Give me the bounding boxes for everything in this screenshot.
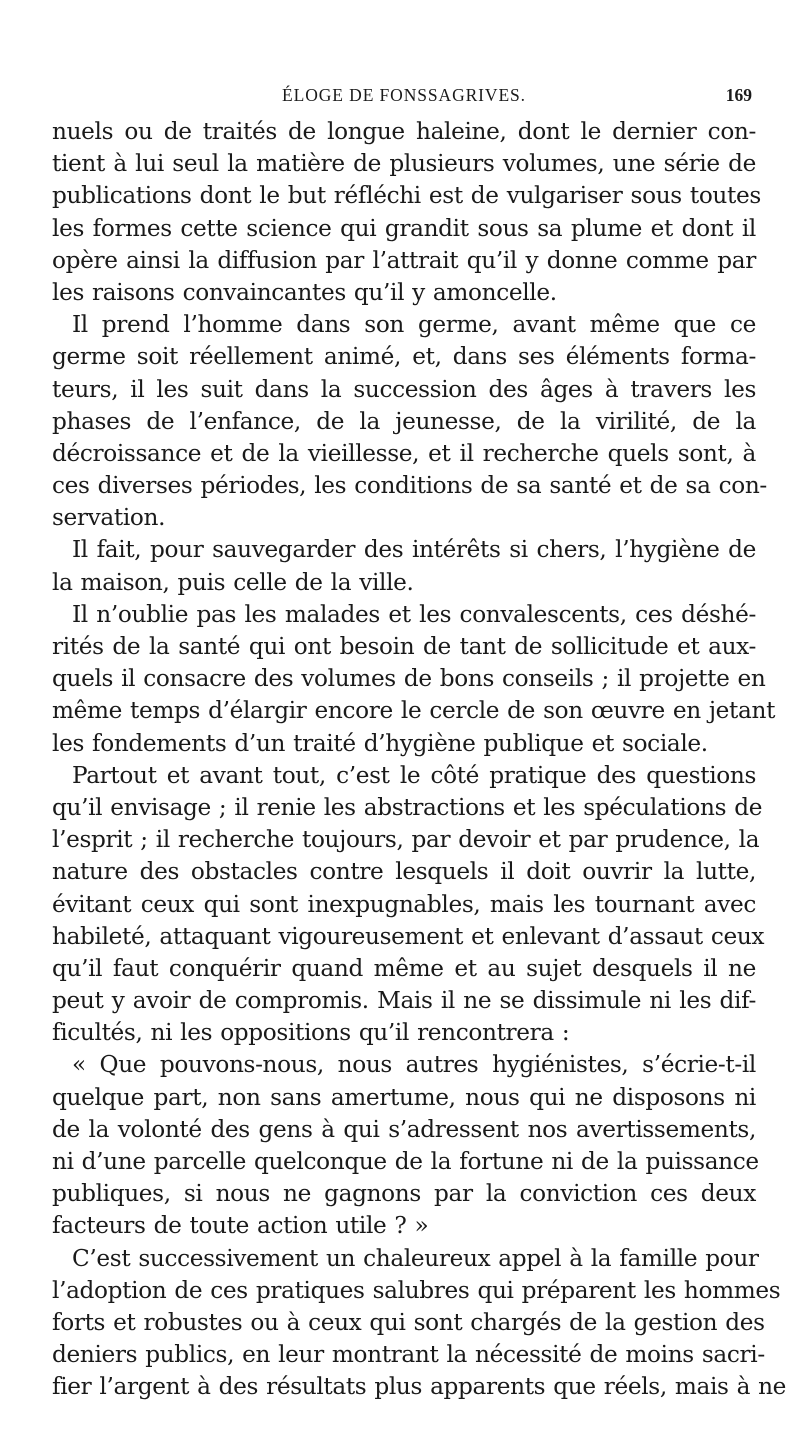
text-line: évitant ceux qui sont inexpugnables, mais les tournant avec	[52, 890, 756, 918]
paragraph	[52, 1243, 787, 1404]
text-line: publications dont le but réfléchi est de vulgariser sous toutes	[52, 182, 761, 210]
text-line: habileté, attaquant vigoureusement et enlevant d’assaut ceux	[52, 922, 765, 950]
page-number: 169	[725, 85, 752, 105]
text-line: deniers publics, en leur montrant la nécessité de moins sacri-	[52, 1341, 765, 1369]
text-line: publiques, si nous ne gagnons par la conviction ces deux	[52, 1180, 756, 1208]
text-line: quels il consacre des volumes de bons conseils ; il projette en	[52, 665, 766, 693]
running-title: ÉLOGE DE FONSSAGRIVES.	[282, 85, 526, 105]
paragraph	[52, 534, 756, 598]
text-line: germe soit réellement animé, et, dans ses éléments forma-	[52, 343, 756, 371]
text-line: ficultés, ni les oppositions qu’il rencontrera :	[52, 1019, 570, 1047]
text-line: quelque part, non sans amertume, nous qui ne disposons ni	[52, 1083, 756, 1111]
running-head	[52, 84, 756, 114]
book-page	[52, 84, 787, 1404]
text-line: l’adoption de ces pratiques salubres qui préparent les hommes	[52, 1276, 781, 1304]
text-line: les fondements d’un traité d’hygiène publique et sociale.	[52, 729, 708, 757]
text-line: Il fait, pour sauvegarder des intérêts si chers, l’hygiène de	[72, 536, 756, 564]
paragraph	[52, 116, 761, 309]
text-line: les formes cette science qui grandit sous sa plume et dont il	[52, 214, 756, 242]
text-line: de la volonté des gens à qui s’adressent nos avertissements,	[52, 1115, 756, 1143]
text-line: rités de la santé qui ont besoin de tant de sollicitude et aux-	[52, 633, 756, 660]
text-line: nature des obstacles contre lesquels il doit ouvrir la lutte,	[52, 858, 756, 886]
text-line: teurs, il les suit dans la succession des âges à travers les	[52, 375, 756, 403]
text-line: « Que pouvons-nous, nous autres hygiénistes, s’écrie-t-il	[72, 1051, 756, 1079]
text-line: C’est successivement un chaleureux appel à la famille pour	[72, 1244, 759, 1272]
text-line: forts et robustes ou à ceux qui sont chargés de la gestion des	[52, 1308, 765, 1336]
text-line: la maison, puis celle de la ville.	[52, 568, 414, 596]
text-line: opère ainsi la diffusion par l’attrait qu’il y donne comme par	[52, 246, 756, 274]
text-line: même temps d’élargir encore le cercle de son œuvre en jetant	[52, 697, 776, 725]
text-line: les raisons convaincantes qu’il y amoncelle.	[52, 278, 557, 306]
paragraph	[52, 599, 776, 760]
text-line: Partout et avant tout, c’est le côté pratique des questions	[72, 761, 756, 789]
text-line: fier l’argent à des résultats plus apparents que réels, mais à ne	[52, 1373, 787, 1401]
text-line: phases de l’enfance, de la jeunesse, de la virilité, de la	[52, 407, 756, 435]
paragraph	[52, 760, 765, 1050]
text-line: nuels ou de traités de longue haleine, dont le dernier con-	[52, 118, 756, 145]
text-line: qu’il faut conquérir quand même et au sujet desquels il ne	[52, 954, 756, 982]
text-line: ces diverses périodes, les conditions de sa santé et de sa con-	[52, 472, 767, 500]
text-line: tient à lui seul la matière de plusieurs volumes, une série de	[52, 150, 756, 178]
text-line: servation.	[52, 504, 166, 532]
text-line: ni d’une parcelle quelconque de la fortune ni de la puissance	[52, 1148, 759, 1175]
text-line: l’esprit ; il recherche toujours, par devoir et par prudence, la	[52, 826, 760, 854]
text-line: Il prend l’homme dans son germe, avant même que ce	[72, 311, 756, 339]
body-text	[52, 116, 787, 1404]
text-line: facteurs de toute action utile ? »	[52, 1212, 429, 1240]
text-line: Il n’oublie pas les malades et les convalescents, ces déshé-	[72, 600, 756, 628]
text-line: peut y avoir de compromis. Mais il ne se dissimule ni les dif-	[52, 987, 756, 1015]
paragraph	[52, 1049, 759, 1242]
text-line: qu’il envisage ; il renie les abstractions et les spéculations de	[52, 793, 763, 821]
text-line: décroissance et de la vieillesse, et il recherche quels sont, à	[52, 439, 756, 467]
paragraph	[52, 309, 767, 534]
